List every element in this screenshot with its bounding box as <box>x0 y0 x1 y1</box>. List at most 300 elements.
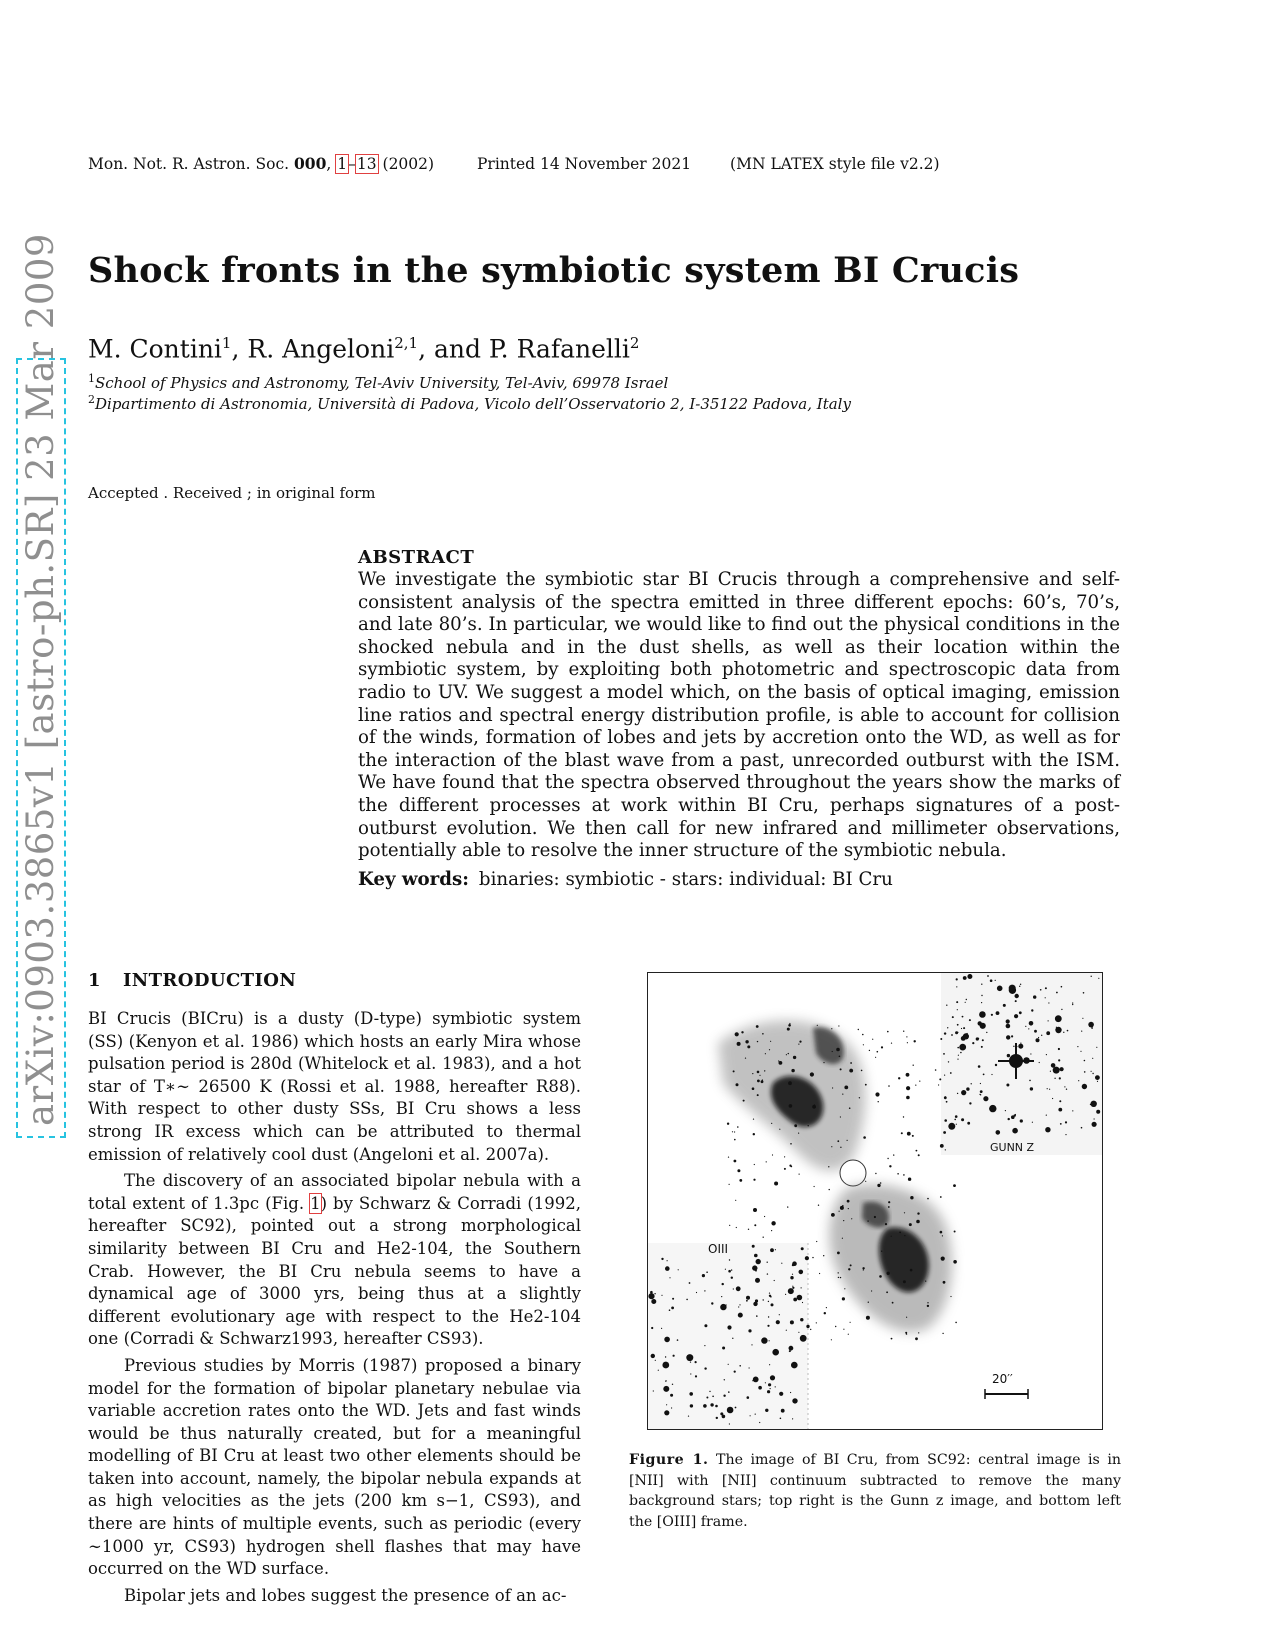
star-dot <box>847 1140 848 1141</box>
star-dot <box>966 1087 969 1090</box>
star-dot <box>940 1038 942 1040</box>
star-dot <box>995 1064 997 1066</box>
star-dot <box>735 1407 737 1409</box>
star-dot <box>887 1272 890 1275</box>
star-dot <box>706 1271 708 1273</box>
star-dot <box>747 1045 750 1048</box>
star-dot <box>916 1150 918 1152</box>
star-dot <box>878 1101 879 1102</box>
star-dot <box>835 1326 836 1327</box>
affiliation <box>88 393 851 413</box>
star-dot <box>791 1069 794 1072</box>
star-dot <box>1015 1114 1016 1115</box>
star-dot <box>764 1216 765 1217</box>
star-dot <box>917 1212 919 1214</box>
star-dot <box>788 1053 789 1054</box>
star-dot <box>770 1388 771 1389</box>
star-dot <box>753 1179 755 1181</box>
star-dot <box>862 1034 864 1036</box>
star-dot <box>916 1220 920 1224</box>
star-dot <box>942 1333 943 1334</box>
star-dot <box>752 1073 753 1074</box>
star-dot <box>658 1370 659 1371</box>
star-dot <box>850 1264 852 1266</box>
star-dot <box>752 1265 757 1270</box>
star-dot <box>788 1081 792 1085</box>
abstract-block <box>358 547 1120 891</box>
star-dot <box>840 1116 841 1117</box>
star-dot <box>661 1328 662 1329</box>
star-dot <box>903 1116 904 1117</box>
star-dot <box>839 1056 841 1058</box>
star-dot <box>798 1332 799 1333</box>
star-dot <box>865 1084 867 1086</box>
star-dot <box>1007 1054 1010 1057</box>
star-dot <box>771 1230 772 1231</box>
star-dot <box>842 1238 843 1239</box>
star-dot <box>925 1281 926 1282</box>
star-dot <box>858 1029 859 1030</box>
star-dot <box>770 1041 771 1042</box>
star-dot <box>779 1314 780 1315</box>
star-dot <box>955 1031 958 1034</box>
star-dot <box>943 1131 946 1134</box>
star-dot <box>1061 986 1063 988</box>
star-dot <box>1064 1086 1065 1087</box>
star-dot <box>733 1070 735 1072</box>
star-dot <box>1084 1071 1086 1073</box>
keywords-text: binaries: symbiotic - stars: individual: BI Cru <box>478 868 893 890</box>
star-dot <box>1054 1078 1055 1079</box>
star-dot <box>1014 1014 1018 1018</box>
scale-label: 20′′ <box>992 1372 1013 1386</box>
star-dot <box>818 1205 819 1206</box>
star-dot <box>874 1216 876 1218</box>
star-dot <box>724 1379 725 1380</box>
star-dot <box>759 1422 760 1423</box>
star-dot <box>863 1136 866 1139</box>
star-dot <box>715 1405 718 1408</box>
star-dot <box>888 1206 890 1208</box>
star-dot <box>727 1407 734 1414</box>
section-title: INTRODUCTION <box>122 970 297 991</box>
printed-date: Printed 14 November 2021 <box>477 155 692 173</box>
star-dot <box>946 1101 948 1103</box>
star-dot <box>996 1011 1000 1015</box>
star-dot <box>844 1086 848 1090</box>
star-dot <box>843 1329 844 1330</box>
author-affil-sup: 2 <box>629 334 640 352</box>
star-dot <box>978 1065 981 1068</box>
star-dot <box>688 1416 689 1417</box>
figure-1-link[interactable]: 1 <box>310 1193 321 1213</box>
star-dot <box>727 1123 729 1125</box>
star-dot <box>831 1146 832 1147</box>
star-dot <box>1020 1043 1021 1044</box>
star-dot <box>729 1259 730 1260</box>
star-dot <box>704 1290 705 1291</box>
star-dot <box>769 1340 770 1341</box>
star-dot <box>673 1355 675 1357</box>
star-dot <box>648 1293 654 1299</box>
star-dot <box>909 1223 912 1226</box>
star-dot <box>946 1005 947 1006</box>
running-header: Mon. Not. R. Astron. Soc. 000, 1–13 (2002) Printed 14 November 2021 (MN LATEX style file v2.2) <box>88 154 940 173</box>
star-dot <box>1051 1063 1056 1068</box>
star-dot <box>1058 1059 1060 1061</box>
star-dot <box>756 1315 758 1317</box>
star-dot <box>1030 1053 1031 1054</box>
star-dot <box>710 1403 713 1406</box>
star-dot <box>797 1295 803 1301</box>
star-dot <box>1045 997 1046 998</box>
star-dot <box>906 1096 910 1100</box>
star-dot <box>1008 1118 1010 1120</box>
star-dot <box>766 1161 767 1162</box>
star-dot <box>756 1025 759 1028</box>
star-dot <box>1003 1004 1006 1007</box>
star-dot <box>786 1054 787 1055</box>
star-dot <box>1011 1035 1013 1037</box>
star-dot <box>761 1337 767 1343</box>
star-dot <box>784 1168 786 1170</box>
star-dot <box>996 1130 1001 1135</box>
star-dot <box>731 1269 732 1270</box>
star-dot <box>863 1269 864 1270</box>
star-dot <box>653 1390 654 1391</box>
star-dot <box>1059 1077 1061 1079</box>
star-dot <box>733 1288 734 1289</box>
star-dot <box>767 1273 768 1274</box>
star-dot <box>1048 1002 1049 1003</box>
star-dot <box>956 1001 958 1003</box>
star-dot <box>729 1225 730 1226</box>
author-name: R. Angeloni <box>247 334 395 364</box>
star-dot <box>899 1232 901 1234</box>
star-dot <box>665 1356 666 1357</box>
star-dot <box>959 1044 966 1051</box>
star-dot <box>704 1367 706 1369</box>
star-dot <box>704 1345 705 1346</box>
star-dot <box>904 1212 905 1213</box>
star-dot <box>940 1144 944 1148</box>
star-dot <box>727 1325 731 1329</box>
star-dot <box>986 1032 987 1033</box>
star-dot <box>808 1125 809 1126</box>
star-dot <box>957 1059 958 1060</box>
star-dot <box>991 1074 992 1075</box>
star-dot <box>781 1263 782 1264</box>
star-dot <box>850 1322 851 1323</box>
star-dot <box>791 1362 798 1369</box>
star-dot <box>898 1077 900 1079</box>
style-file: (MN LATEX style file v2.2) <box>730 155 940 173</box>
star-dot <box>1060 1123 1062 1125</box>
star-dot <box>770 1375 775 1380</box>
star-dot <box>886 1291 888 1293</box>
affiliation-sup: 1 <box>88 372 95 385</box>
star-dot <box>955 1322 957 1324</box>
star-dot <box>982 1039 984 1041</box>
star-dot <box>686 1299 688 1301</box>
star-dot <box>963 1027 965 1029</box>
star-dot <box>1080 1051 1081 1052</box>
star-dot <box>954 1119 956 1121</box>
star-dot <box>728 1364 729 1365</box>
star-dot <box>739 1304 740 1305</box>
figure-1-caption <box>629 1450 1121 1532</box>
star-dot <box>960 1052 962 1054</box>
star-dot <box>787 1028 790 1031</box>
star-dot <box>1006 1084 1009 1087</box>
star-dot <box>800 1335 807 1342</box>
oiii-panel <box>648 1242 808 1429</box>
star-dot <box>1084 1060 1086 1062</box>
intro-paragraph: Bipolar jets and lobes suggest the presence of an ac- <box>124 1585 567 1605</box>
star-dot <box>753 1377 759 1383</box>
star-dot <box>948 1061 949 1062</box>
star-dot <box>745 1040 748 1043</box>
abstract-text: We investigate the symbiotic star BI Crucis through a comprehensive and self-consistent analysis of the spectra emitted in three different epochs: 60’s, 70’s, and late 80’s. In particular, we would like to find out the physical conditions in the shocked nebula and in the dust shells, as well as their location within the symbiotic system, by exploiting both photometric and spectroscopic data from radio to UV. We suggest a model which, on the basis of optical imaging, emission line ratios and spectral energy distribution profile, is able to account for collision of the winds, formation of lobes and jets by accretion onto the WD, as well as for the interaction of the blast wave from a past, unrecorded outburst with the ISM. We have found that the spectra observed throughout the years show the marks of the different processes at work within BI Cru, perhaps signatures of a post-outburst evolution. We then call for new infrared and millimeter observations, potentially able to resolve the inner structure of the symbiotic nebula. <box>358 569 1120 862</box>
star-dot <box>765 1409 768 1412</box>
star-dot <box>746 1300 748 1302</box>
star-dot <box>678 1269 679 1270</box>
star-dot <box>816 1241 817 1242</box>
star-dot <box>1020 1046 1022 1048</box>
star-dot <box>812 1257 813 1258</box>
star-dot <box>702 1274 705 1277</box>
star-dot <box>1046 1115 1047 1116</box>
star-dot <box>1061 1009 1062 1010</box>
star-dot <box>865 1181 866 1182</box>
star-dot <box>670 1394 673 1397</box>
star-dot <box>753 1208 757 1212</box>
star-dot <box>1012 1128 1018 1134</box>
star-dot <box>690 1373 691 1374</box>
star-dot <box>943 1281 946 1284</box>
star-dot <box>831 1213 835 1217</box>
star-dot <box>851 1218 852 1219</box>
star-dot <box>881 1251 882 1252</box>
star-dot <box>1096 1110 1100 1114</box>
star-dot <box>771 1123 772 1124</box>
star-dot <box>1025 1026 1026 1027</box>
star-dot <box>770 1248 774 1252</box>
star-dot <box>906 1073 910 1077</box>
star-dot <box>1094 1118 1095 1119</box>
star-dot <box>863 1044 864 1045</box>
star-dot <box>1045 1127 1050 1132</box>
nebula-image <box>648 973 1102 1429</box>
star-dot <box>816 1322 817 1323</box>
star-dot <box>788 1288 794 1294</box>
star-dot <box>772 1154 773 1155</box>
star-dot <box>903 1174 905 1176</box>
star-dot <box>749 1367 750 1368</box>
star-dot <box>771 1303 774 1306</box>
star-dot <box>1020 984 1021 985</box>
star-dot <box>840 1277 841 1278</box>
star-dot <box>950 1072 952 1074</box>
star-dot <box>953 1260 957 1264</box>
star-dot <box>891 1236 892 1237</box>
page-first-link[interactable]: 1 <box>337 155 348 173</box>
abstract-heading: ABSTRACT <box>358 547 475 568</box>
star-dot <box>704 1324 707 1327</box>
star-dot <box>877 1184 880 1187</box>
star-dot <box>725 1269 726 1270</box>
star-dot <box>663 1386 669 1392</box>
star-dot <box>867 1220 868 1221</box>
star-dot <box>839 1211 840 1212</box>
star-dot <box>912 1135 914 1137</box>
star-dot <box>955 1115 958 1118</box>
star-dot <box>661 1295 662 1296</box>
star-dot <box>842 1297 845 1300</box>
star-dot <box>686 1354 693 1361</box>
star-dot <box>810 1329 811 1330</box>
star-dot <box>746 1296 750 1300</box>
star-dot <box>957 1093 958 1094</box>
star-dot <box>1072 1004 1073 1005</box>
caption-label: Figure 1. <box>629 1452 709 1468</box>
star-dot <box>943 1053 945 1055</box>
star-dot <box>1015 994 1019 998</box>
star-dot <box>799 1174 800 1175</box>
star-dot <box>785 1294 786 1295</box>
star-dot <box>763 1299 764 1300</box>
star-dot <box>836 1048 840 1052</box>
star-dot <box>750 1415 751 1416</box>
star-dot <box>1019 986 1020 987</box>
star-dot <box>665 1380 666 1381</box>
star-dot <box>758 1386 762 1390</box>
star-dot <box>1028 1028 1029 1029</box>
star-dot <box>677 1339 679 1341</box>
intro-paragraph <box>88 1170 581 1351</box>
star-dot <box>872 1039 873 1040</box>
star-dot <box>1072 1110 1073 1111</box>
star-dot <box>737 1126 739 1128</box>
star-dot <box>812 1105 816 1109</box>
central-star <box>840 1160 866 1186</box>
star-dot <box>801 1247 804 1250</box>
star-dot <box>810 1072 814 1076</box>
arxiv-identifier-stamp: arXiv:0903.3865v1 [astro-ph.SR] 23 Mar 2009 <box>16 358 66 1138</box>
star-dot <box>1020 1119 1023 1122</box>
star-dot <box>990 979 993 982</box>
star-dot <box>736 1227 737 1228</box>
star-dot <box>989 1105 996 1112</box>
star-dot <box>755 1278 760 1283</box>
star-dot <box>956 986 957 987</box>
star-dot <box>1029 1021 1034 1026</box>
star-dot <box>661 1258 663 1260</box>
star-dot <box>772 1349 779 1356</box>
star-dot <box>712 1396 714 1398</box>
star-dot <box>764 1070 765 1071</box>
star-dot <box>696 1292 697 1293</box>
star-dot <box>768 1301 769 1302</box>
star-dot <box>1011 1115 1015 1119</box>
star-dot <box>957 1024 959 1026</box>
star-dot <box>906 1036 907 1037</box>
intro-text: ) by Schwarz & Corradi (1992, hereafter SC92), pointed out a strong morphological similarity between BI Cru and He2-104, the Southern Crab. However, the BI Cru nebula seems to have a dynamical age of 3000 yrs, being thus at a slightly different evolutionary age with respect to the He2-104 one (Corradi & Schwarz1993, hereafter CS93). <box>88 1193 581 1349</box>
star-dot <box>927 1305 929 1307</box>
journal-name: Mon. Not. R. Astron. Soc. <box>88 155 290 173</box>
star-dot <box>735 1200 736 1201</box>
star-dot <box>651 1327 653 1329</box>
star-dot <box>939 1078 941 1080</box>
star-dot <box>662 1362 669 1369</box>
star-dot <box>915 1337 918 1340</box>
star-dot <box>729 1423 730 1424</box>
star-dot <box>762 1033 764 1035</box>
star-dot <box>1056 1027 1057 1028</box>
star-dot <box>1032 1122 1033 1123</box>
star-dot <box>987 975 989 977</box>
star-dot <box>944 1096 947 1099</box>
star-dot <box>967 974 972 979</box>
star-dot <box>1081 1127 1083 1129</box>
star-dot <box>739 1365 741 1367</box>
journal-year: (2002) <box>382 155 435 173</box>
star-dot <box>755 1299 758 1302</box>
star-dot <box>868 1302 869 1303</box>
star-dot <box>752 1245 755 1248</box>
star-dot <box>842 1205 844 1207</box>
star-dot <box>889 1165 891 1167</box>
star-dot <box>745 1058 746 1059</box>
star-dot <box>980 1090 983 1093</box>
star-dot <box>1088 1022 1094 1028</box>
star-dot <box>735 1032 739 1036</box>
star-dot <box>832 1051 833 1052</box>
star-dot <box>792 1398 797 1403</box>
star-dot <box>940 1196 942 1198</box>
section-number: 1 <box>88 970 101 991</box>
star-dot <box>906 1086 910 1090</box>
star-dot <box>944 1032 946 1034</box>
star-dot <box>757 1071 760 1074</box>
star-dot <box>1063 1032 1064 1033</box>
page-last-link[interactable]: 13 <box>356 155 377 173</box>
star-dot <box>792 1286 793 1287</box>
affiliation-sup: 2 <box>88 393 95 406</box>
star-dot <box>888 1085 890 1087</box>
star-dot <box>995 980 996 981</box>
star-dot <box>695 1375 697 1377</box>
star-dot <box>908 1178 911 1181</box>
star-dot <box>1006 1024 1011 1029</box>
star-dot <box>1091 976 1092 977</box>
star-dot <box>824 1312 826 1314</box>
caption-text: The image of BI Cru, from SC92: central image is in [NII] with [NII] continuum subtracted to remove the many background stars; top right is the Gunn z image, and bottom left the [OIII] frame. <box>629 1452 1122 1530</box>
star-dot <box>907 1132 911 1136</box>
star-dot <box>838 1272 839 1273</box>
paper-title: Shock fronts in the symbiotic system BI Crucis <box>88 250 1020 291</box>
star-dot <box>1047 1088 1048 1089</box>
star-dot <box>956 978 958 980</box>
star-dot <box>734 1371 736 1373</box>
star-dot <box>957 1009 958 1010</box>
star-dot <box>651 1354 655 1358</box>
star-dot <box>979 1094 980 1095</box>
star-dot <box>721 1296 722 1297</box>
star-dot <box>880 1182 882 1184</box>
star-dot <box>763 1237 764 1238</box>
star-dot <box>769 1295 771 1297</box>
